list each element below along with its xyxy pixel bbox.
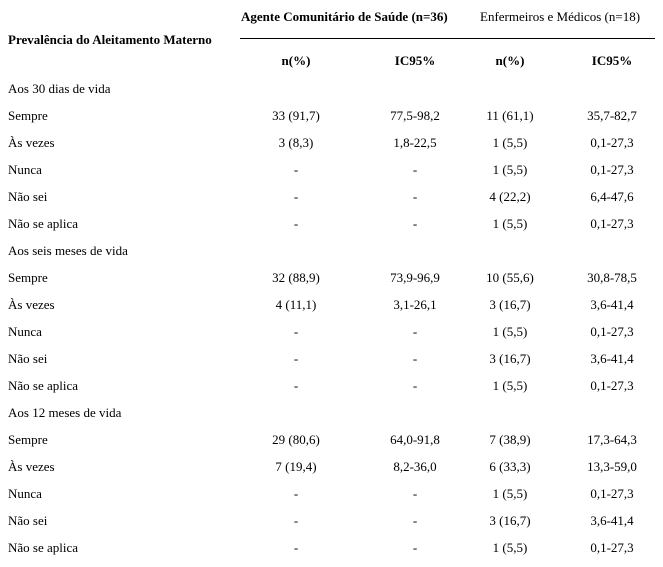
cell-acs-n: 32 (88,9): [272, 270, 320, 285]
group-header-acs: Agente Comunitário de Saúde (n=36): [241, 9, 448, 24]
cell-em-n: 1 (5,5): [492, 162, 528, 177]
cell-acs-n: 7 (19,4): [275, 459, 317, 474]
table-row: [0, 351, 663, 378]
cell-acs-n: 33 (91,7): [272, 108, 320, 123]
cell-acs-ic: 1,8-22,5: [393, 135, 437, 150]
row-label: Não sei: [8, 189, 48, 204]
cell-em-n: 1 (5,5): [492, 135, 528, 150]
cell-acs-n: -: [293, 324, 299, 339]
cell-em-n: 6 (33,3): [489, 459, 531, 474]
row-label: Não sei: [8, 351, 48, 366]
cell-acs-n: 29 (80,6): [272, 432, 320, 447]
cell-acs-ic: -: [412, 513, 418, 528]
cell-em-n: 11 (61,1): [486, 108, 534, 123]
cell-acs-ic: -: [412, 486, 418, 501]
cell-em-n: 3 (16,7): [489, 351, 531, 366]
section-row: [0, 405, 663, 432]
cell-em-n: 3 (16,7): [489, 513, 531, 528]
section-row: [0, 243, 663, 270]
table-row: [0, 162, 663, 189]
cell-em-ic: 3,6-41,4: [590, 513, 634, 528]
row-label: Não se aplica: [8, 216, 79, 231]
header-divider: [240, 38, 655, 39]
cell-em-ic: 0,1-27,3: [590, 216, 634, 231]
cell-acs-ic: -: [412, 378, 418, 393]
cell-em-ic: 6,4-47,6: [590, 189, 634, 204]
table-row: [0, 432, 663, 459]
cell-em-ic: 0,1-27,3: [590, 540, 634, 555]
row-label: Nunca: [8, 162, 42, 177]
subheader-acs-n: n(%): [281, 53, 311, 68]
cell-em-ic: 13,3-59,0: [587, 459, 637, 474]
cell-acs-ic: -: [412, 216, 418, 231]
cell-acs-ic: -: [412, 189, 418, 204]
table-row: [0, 297, 663, 324]
group-header-em: Enfermeiros e Médicos (n=18): [480, 9, 641, 24]
cell-em-ic: 0,1-27,3: [590, 324, 634, 339]
cell-acs-n: 4 (11,1): [275, 297, 317, 312]
table-row: [0, 216, 663, 243]
cell-acs-n: -: [293, 351, 299, 366]
section-title: Aos seis meses de vida: [8, 243, 128, 258]
cell-em-ic: 3,6-41,4: [590, 351, 634, 366]
cell-acs-n: 3 (8,3): [278, 135, 314, 150]
cell-em-n: 1 (5,5): [492, 540, 528, 555]
cell-acs-ic: 3,1-26,1: [393, 297, 437, 312]
cell-em-ic: 30,8-78,5: [587, 270, 637, 285]
cell-acs-ic: -: [412, 324, 418, 339]
cell-em-ic: 0,1-27,3: [590, 378, 634, 393]
row-label: Às vezes: [8, 459, 55, 474]
table-row: [0, 378, 663, 405]
section-row: [0, 81, 663, 108]
cell-acs-n: -: [293, 189, 299, 204]
table-row: [0, 324, 663, 351]
row-label: Sempre: [8, 270, 48, 285]
table-row: [0, 270, 663, 297]
row-label: Às vezes: [8, 297, 55, 312]
table-row: [0, 513, 663, 540]
row-label: Não se aplica: [8, 378, 79, 393]
table-row: [0, 486, 663, 513]
table-row: [0, 135, 663, 162]
cell-em-ic: 35,7-82,7: [587, 108, 637, 123]
cell-em-ic: 3,6-41,4: [590, 297, 634, 312]
row-label: Sempre: [8, 432, 48, 447]
cell-em-n: 3 (16,7): [489, 297, 531, 312]
subheader-acs-ic: IC95%: [394, 53, 436, 68]
cell-em-n: 1 (5,5): [492, 378, 528, 393]
cell-em-n: 1 (5,5): [492, 324, 528, 339]
cell-em-n: 10 (55,6): [486, 270, 534, 285]
cell-acs-n: -: [293, 540, 299, 555]
cell-acs-ic: -: [412, 162, 418, 177]
row-label: Às vezes: [8, 135, 55, 150]
row-header-title: Prevalência do Aleitamento Materno: [8, 32, 212, 47]
subheader-em-ic: IC95%: [591, 53, 633, 68]
table-row: [0, 459, 663, 486]
cell-acs-ic: -: [412, 540, 418, 555]
cell-em-ic: 17,3-64,3: [587, 432, 637, 447]
cell-em-n: 4 (22,2): [489, 189, 531, 204]
cell-em-n: 1 (5,5): [492, 216, 528, 231]
section-title: Aos 30 dias de vida: [8, 81, 111, 96]
row-label: Não sei: [8, 513, 48, 528]
cell-acs-ic: 73,9-96,9: [390, 270, 440, 285]
row-label: Sempre: [8, 108, 48, 123]
cell-em-ic: 0,1-27,3: [590, 162, 634, 177]
cell-em-n: 7 (38,9): [489, 432, 531, 447]
section-title: Aos 12 meses de vida: [8, 405, 122, 420]
cell-acs-n: -: [293, 513, 299, 528]
table-row: [0, 189, 663, 216]
cell-em-ic: 0,1-27,3: [590, 135, 634, 150]
cell-em-n: 1 (5,5): [492, 486, 528, 501]
cell-acs-ic: -: [412, 351, 418, 366]
cell-acs-n: -: [293, 378, 299, 393]
subheader-em-n: n(%): [495, 53, 525, 68]
row-label: Não se aplica: [8, 540, 79, 555]
row-label: Nunca: [8, 324, 42, 339]
table-row: [0, 108, 663, 135]
cell-acs-ic: 77,5-98,2: [390, 108, 440, 123]
cell-em-ic: 0,1-27,3: [590, 486, 634, 501]
cell-acs-n: -: [293, 162, 299, 177]
row-label: Nunca: [8, 486, 42, 501]
cell-acs-ic: 64,0-91,8: [390, 432, 440, 447]
table-row: [0, 540, 663, 567]
cell-acs-n: -: [293, 216, 299, 231]
cell-acs-n: -: [293, 486, 299, 501]
cell-acs-ic: 8,2-36,0: [393, 459, 437, 474]
